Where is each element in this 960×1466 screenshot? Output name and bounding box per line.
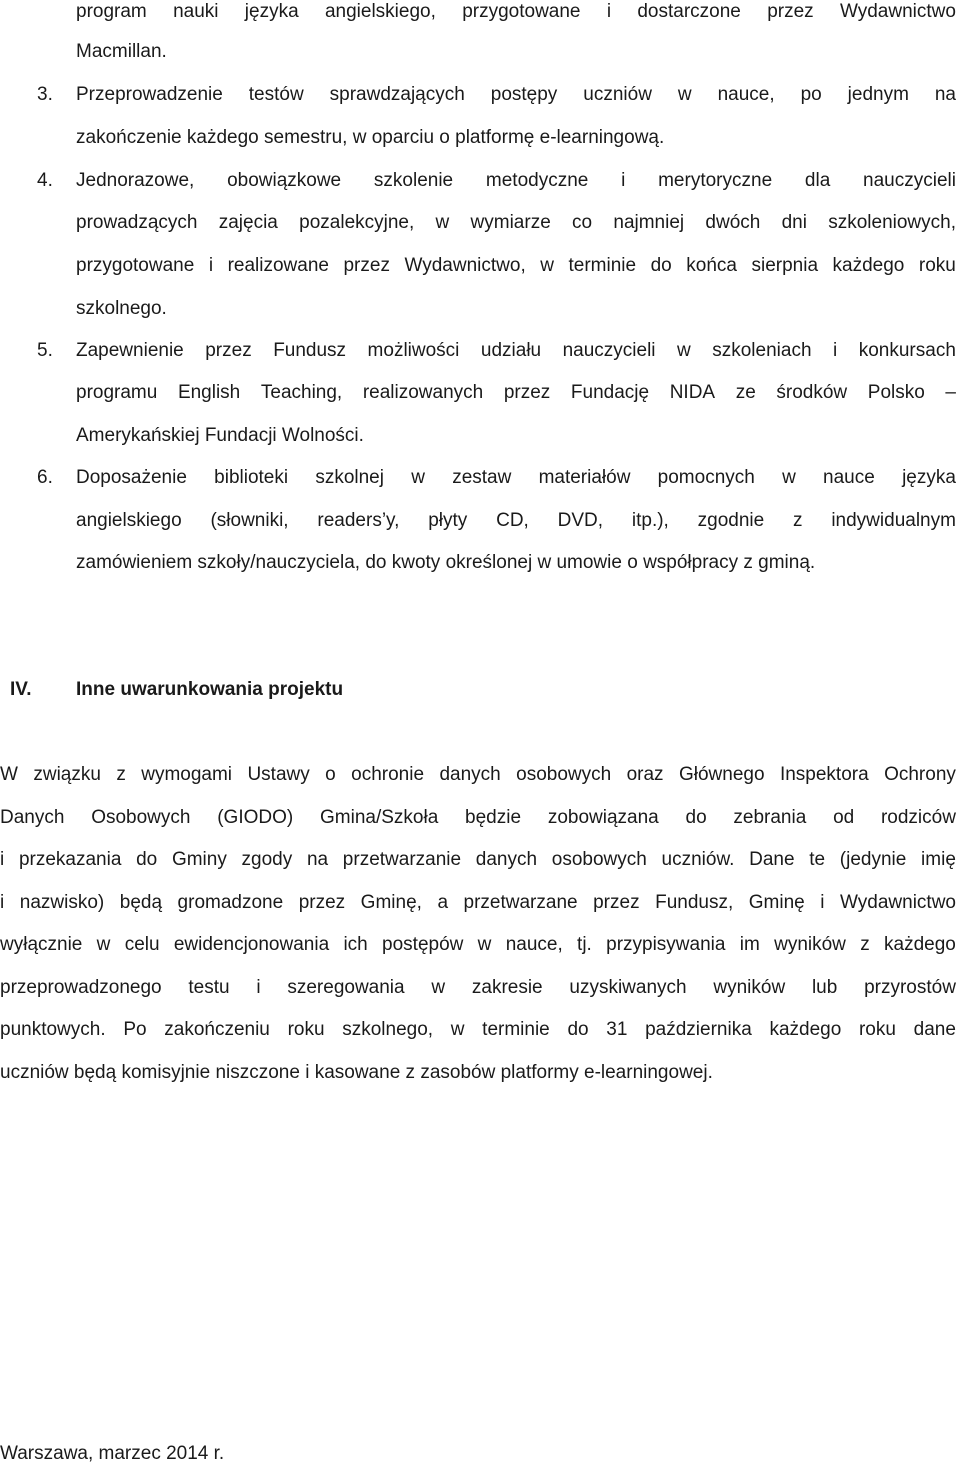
text-line: zakończenie każdego semestru, w oparciu o platformę e-learningową. (76, 127, 665, 148)
paragraph-line: i nazwisko) będą gromadzone przez Gminę, a przetwarzane przez Fundusz, Gminę i Wydawnictwo (0, 892, 956, 913)
text-line: prowadzących zajęcia pozalekcyjne, w wymiarze co najmniej dwóch dni szkoleniowych, (76, 212, 956, 233)
text-line: zamówieniem szkoły/nauczyciela, do kwoty określonej w umowie o współpracy z gminą. (76, 552, 816, 573)
text-line: Amerykańskiej Fundacji Wolności. (76, 425, 364, 446)
paragraph-line: i przekazania do Gminy zgody na przetwarzanie danych osobowych uczniów. Dane te (jedynie imię (0, 849, 956, 870)
text-line: angielskiego (słowniki, readers’y, płyty CD, DVD, itp.), zgodnie z indywidualnym (76, 510, 956, 531)
list-number: 5. (37, 340, 53, 361)
paragraph-line: uczniów będą komisyjnie niszczone i kasowane z zasobów platformy e-learningowej. (0, 1062, 713, 1083)
paragraph-line: wyłącznie w celu ewidencjonowania ich postępów w nauce, tj. przypisywania im wyników z każdego (0, 934, 956, 955)
text-line: Jednorazowe, obowiązkowe szkolenie metodyczne i merytoryczne dla nauczycieli (76, 170, 956, 191)
paragraph-line: W związku z wymogami Ustawy o ochronie danych osobowych oraz Głównego Inspektora Ochrony (0, 764, 956, 785)
paragraph-line: punktowych. Po zakończeniu roku szkolnego, w terminie do 31 października każdego roku dane (0, 1019, 956, 1040)
list-number: 4. (37, 170, 53, 191)
text-line: program nauki języka angielskiego, przygotowane i dostarczone przez Wydawnictwo (76, 1, 956, 22)
section-title: Inne uwarunkowania projektu (76, 679, 344, 700)
text-line: programu English Teaching, realizowanych przez Fundację NIDA ze środków Polsko – (76, 382, 956, 403)
text-line: Doposażenie biblioteki szkolnej w zestaw materiałów pomocnych w nauce języka (76, 467, 956, 488)
text-line: Macmillan. (76, 41, 167, 62)
text-line: Przeprowadzenie testów sprawdzających postępy uczniów w nauce, po jednym na (76, 84, 956, 105)
place-date: Warszawa, marzec 2014 r. (0, 1443, 225, 1464)
text-line: przygotowane i realizowane przez Wydawnictwo, w terminie do końca sierpnia każdego roku (76, 255, 956, 276)
list-number: IV. (10, 679, 32, 700)
text-line: Zapewnienie przez Fundusz możliwości udziału nauczycieli w szkoleniach i konkursach (76, 340, 956, 361)
list-number: 3. (37, 84, 53, 105)
list-number: 6. (37, 467, 53, 488)
text-line: szkolnego. (76, 298, 167, 319)
paragraph-line: Danych Osobowych (GIODO) Gmina/Szkoła będzie zobowiązana do zebrania od rodziców (0, 807, 956, 828)
paragraph-line: przeprowadzonego testu i szeregowania w zakresie uzyskiwanych wyników lub przyrostów (0, 977, 956, 998)
